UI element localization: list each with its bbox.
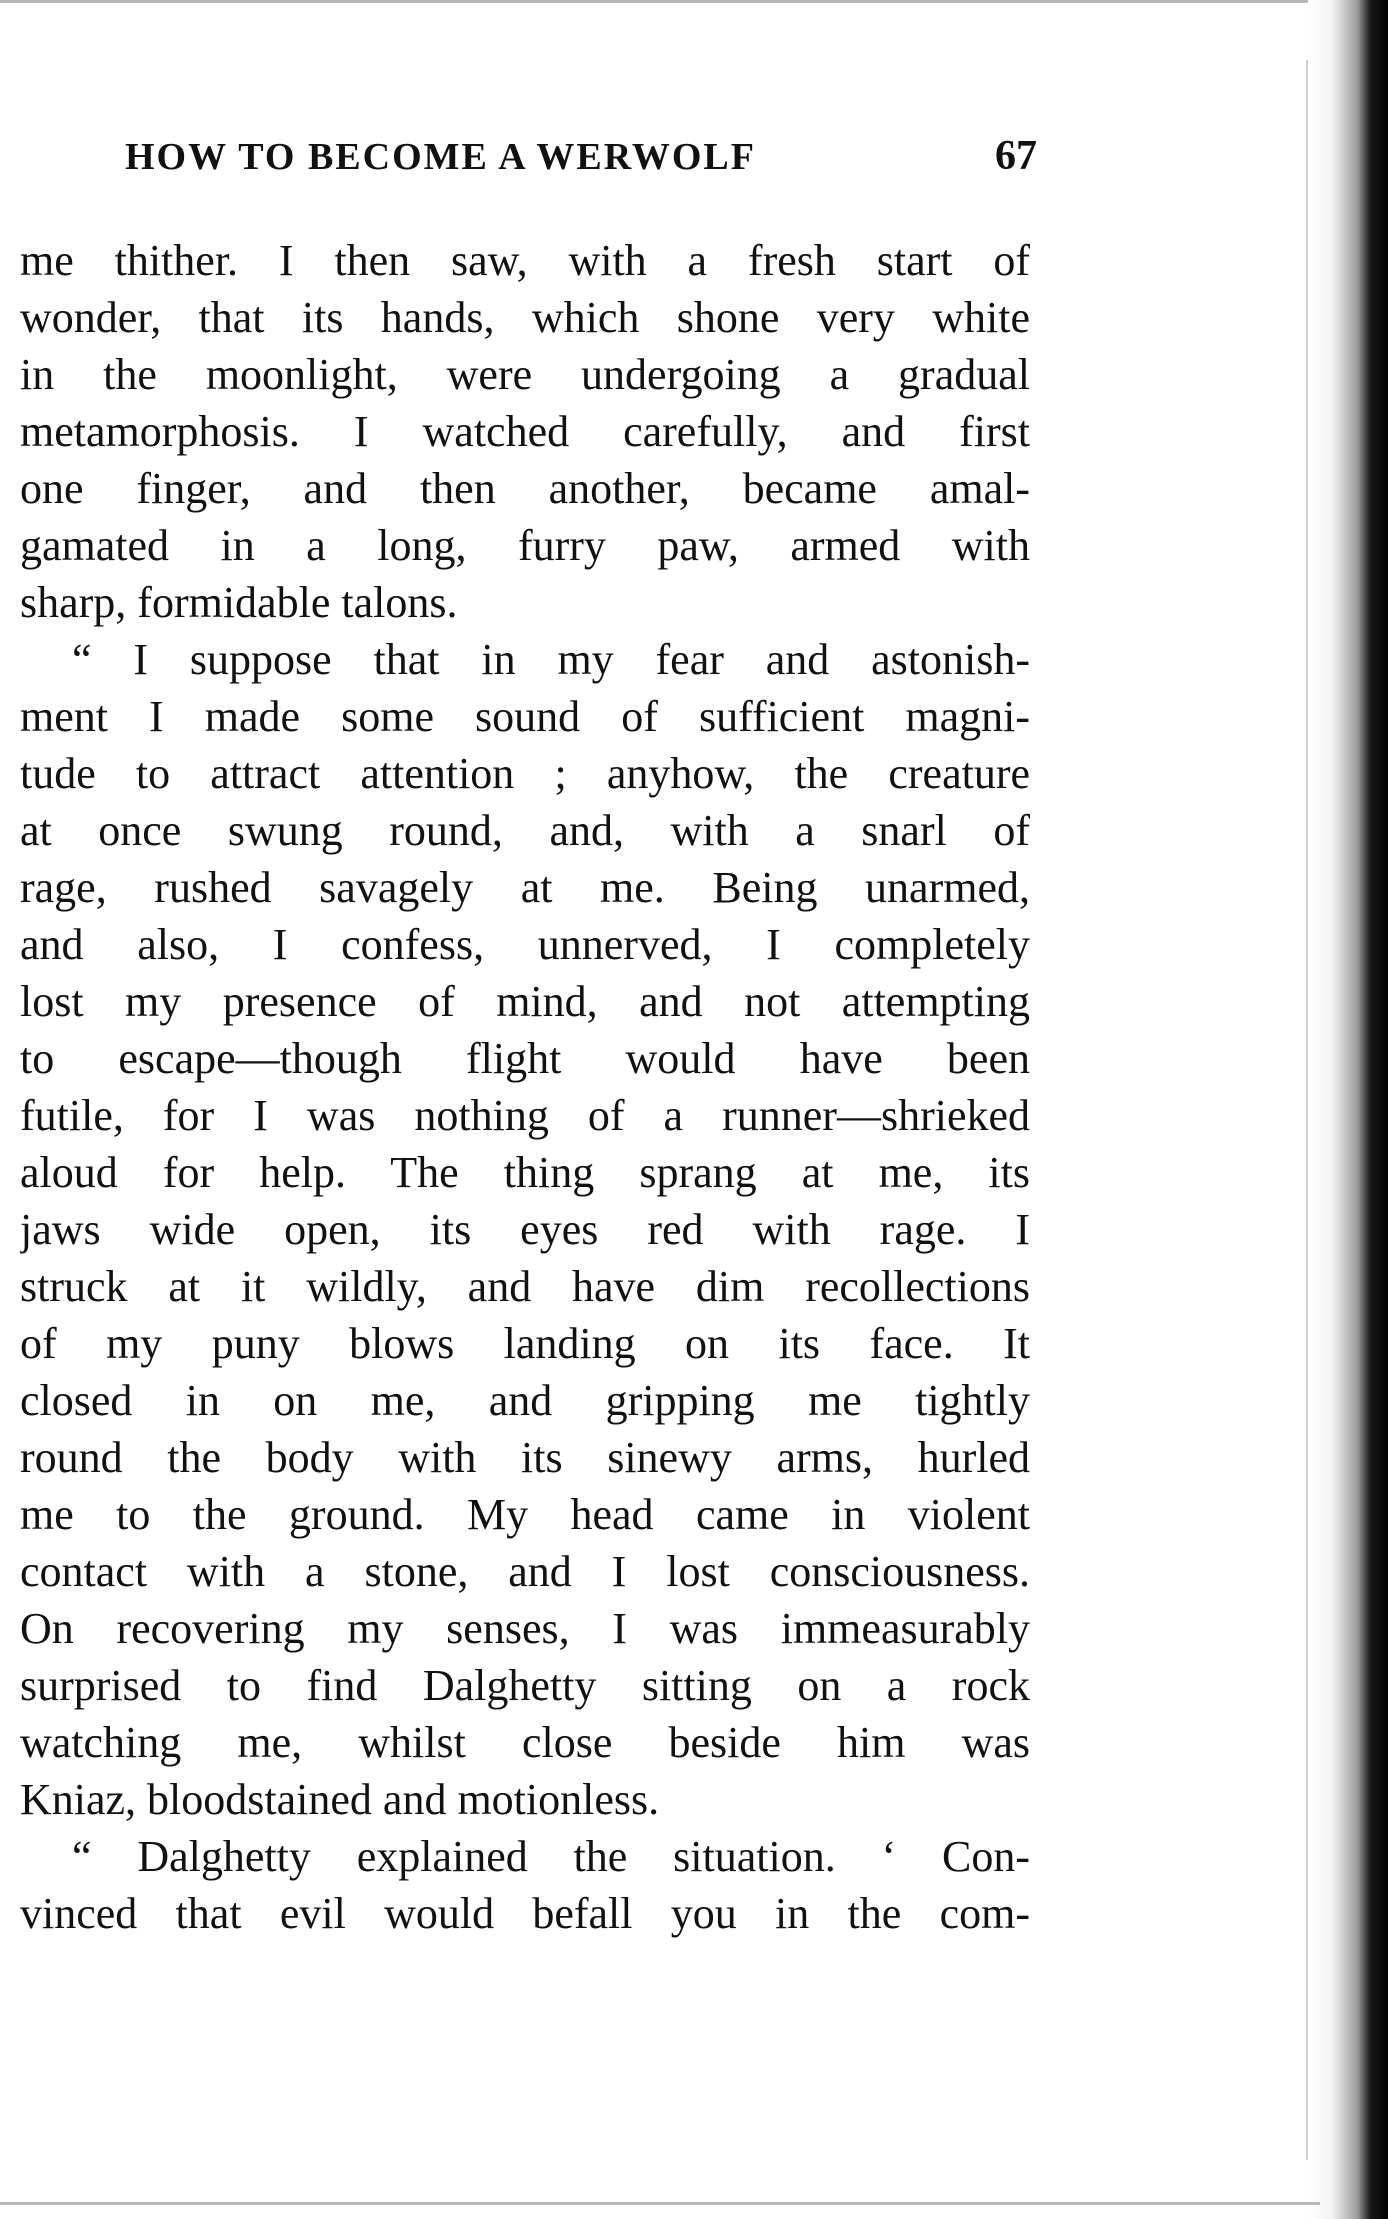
text-line: lost my presence of mind, and not attempting	[20, 977, 1030, 1026]
text-line: one finger, and then another, became amal-	[20, 464, 1030, 513]
text-line: closed in on me, and gripping me tightly	[20, 1376, 1030, 1425]
text-line: surprised to find Dalghetty sitting on a rock	[20, 1661, 1030, 1710]
text-line: metamorphosis. I watched carefully, and first	[20, 407, 1030, 456]
text-line: to escape—though flight would have been	[20, 1034, 1030, 1083]
text-line: round the body with its sinewy arms, hurled	[20, 1433, 1030, 1482]
text-line: wonder, that its hands, which shone very white	[20, 293, 1030, 342]
text-line: tude to attract attention ; anyhow, the creature	[20, 749, 1030, 798]
text-line: jaws wide open, its eyes red with rage. I	[20, 1205, 1030, 1254]
text-line: vinced that evil would befall you in the com-	[20, 1889, 1030, 1938]
text-line: “ Dalghetty explained the situation. ‘ Con-	[72, 1832, 1030, 1881]
text-line: watching me, whilst close beside him was	[20, 1718, 1030, 1767]
text-line: struck at it wildly, and have dim recollections	[20, 1262, 1030, 1311]
text-line: rage, rushed savagely at me. Being unarmed,	[20, 863, 1030, 912]
text-line: in the moonlight, were undergoing a gradual	[20, 350, 1030, 399]
text-line: sharp, formidable talons.	[20, 578, 458, 627]
text-line: contact with a stone, and I lost consciousness.	[20, 1547, 1030, 1596]
text-line: me thither. I then saw, with a fresh start of	[20, 236, 1030, 285]
body-text	[20, 232, 1030, 1942]
running-title: HOW TO BECOME A WERWOLF	[125, 136, 756, 178]
text-line: gamated in a long, furry paw, armed with	[20, 521, 1030, 570]
text-line: On recovering my senses, I was immeasurably	[20, 1604, 1030, 1653]
running-head	[125, 132, 1037, 192]
text-line: at once swung round, and, with a snarl of	[20, 806, 1030, 855]
text-line: aloud for help. The thing sprang at me, its	[20, 1148, 1030, 1197]
text-line: Kniaz, bloodstained and motionless.	[20, 1775, 660, 1824]
text-line: futile, for I was nothing of a runner—shrieked	[20, 1091, 1030, 1140]
text-line: me to the ground. My head came in violent	[20, 1490, 1030, 1539]
text-line: and also, I confess, unnerved, I completely	[20, 920, 1030, 969]
text-line: “ I suppose that in my fear and astonish-	[72, 635, 1030, 684]
page-number: 67	[995, 133, 1037, 179]
page-top-edge	[0, 0, 1340, 3]
text-line: ment I made some sound of sufficient magni-	[20, 692, 1030, 741]
page-bottom-edge	[0, 2202, 1320, 2205]
text-line: of my puny blows landing on its face. It	[20, 1319, 1030, 1368]
book-binding-edge	[1308, 0, 1388, 2219]
